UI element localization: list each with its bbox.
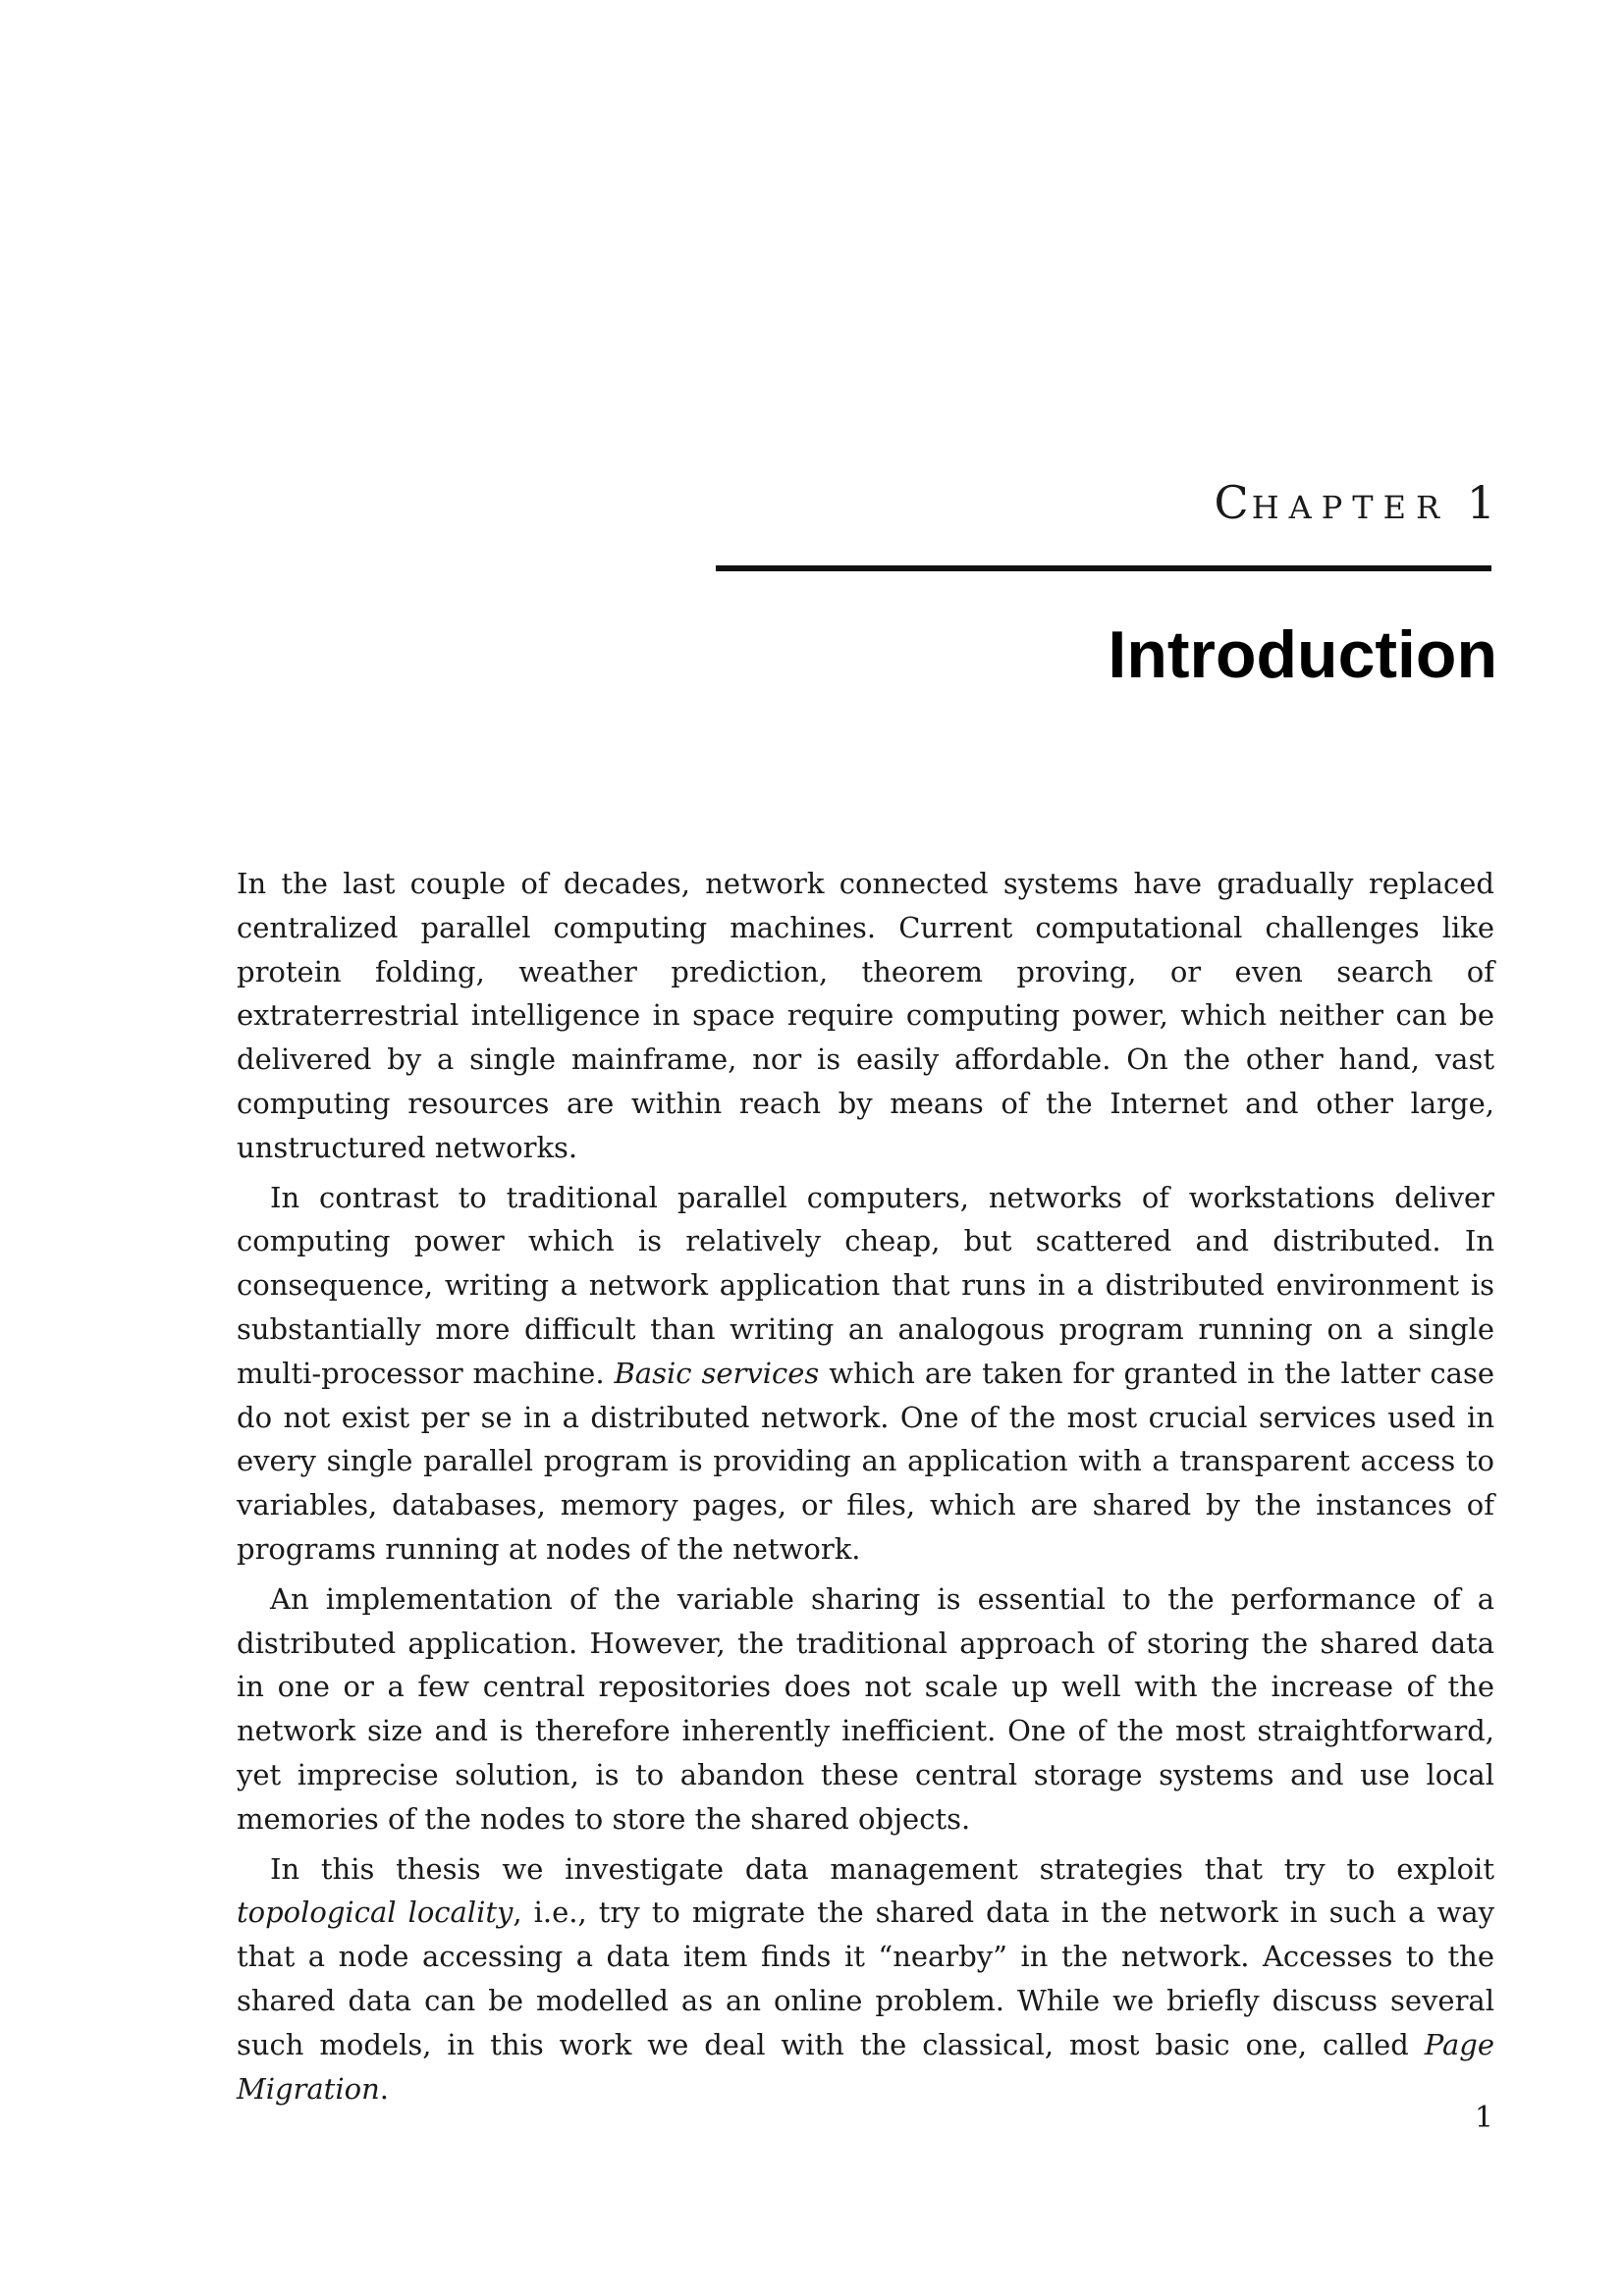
paragraph-3-text: An implementation of the variable sharing is essential to the performance of a distributed application. However, the traditional approach of storing the shared data in one or a few central repositories does not scale up well with the increase of the network size and is therefore inherently inefficient. One of the most straightforward, yet imprecise solution, is to abandon these central storage systems and use local memories of the nodes to store the shared objects. (237, 1581, 1494, 1836)
paragraph-1 (237, 862, 1494, 1170)
paragraph-2-text-b: which are taken for granted in the latter case do not exist per se in a distributed network. One of the most crucial services used in every single parallel program is providing an application with a transparent access to variables, databases, memory pages, or files, which are shared by the instances of programs running at nodes of the network. (237, 1356, 1494, 1566)
chapter-label (1215, 476, 1498, 529)
paragraph-2 (237, 1176, 1494, 1572)
chapter-label-prefix: C (1214, 476, 1252, 529)
page-number: 1 (1474, 2101, 1493, 2135)
paragraph-4-text-a: In this thesis we investigate data management strategies that try to exploit (270, 1851, 1494, 1886)
chapter-rule (716, 565, 1491, 571)
paragraph-4 (237, 1847, 1494, 2111)
paragraph-3 (237, 1577, 1494, 1842)
paragraph-4-text-b: , i.e., try to migrate the shared data in the network in such a way that a node accessing a data item finds it “nearby” in the network. Accesses to the shared data can be modelled as an online problem. While we briefly discuss several such models, in this work we deal with the classical, most basic one, called (237, 1896, 1494, 2061)
paragraph-4-emphasis-b: Page Migration (237, 2027, 1494, 2106)
chapter-title: Introduction (1108, 617, 1497, 692)
chapter-label-word: hapter (1251, 476, 1450, 529)
chapter-number: 1 (1466, 476, 1498, 529)
paragraph-2-emphasis: Basic services (614, 1356, 820, 1390)
paragraph-4-emphasis-a: topological locality (237, 1896, 514, 1930)
body-text (237, 862, 1494, 2116)
paragraph-1-text: In the last couple of decades, network connected systems have gradually replaced centralized parallel computing machines. Current computational challenges like protein folding, weather prediction, theorem proving, or even search of extraterrestrial intelligence in space require computing power, which neither can be delivered by a single mainframe, nor is easily affordable. On the other hand, vast computing resources are within reach by means of the Internet and other large, unstructured networks. (237, 867, 1494, 1164)
paragraph-4-text-c: . (379, 2071, 389, 2106)
paragraph-2-text-a: In contrast to traditional parallel computers, networks of workstations deliver computing power which is relatively cheap, but scattered and distributed. In consequence, writing a network application that runs in a distributed environment is substantially more difficult than writing an analogous program running on a single multi-processor machine. (237, 1180, 1494, 1390)
